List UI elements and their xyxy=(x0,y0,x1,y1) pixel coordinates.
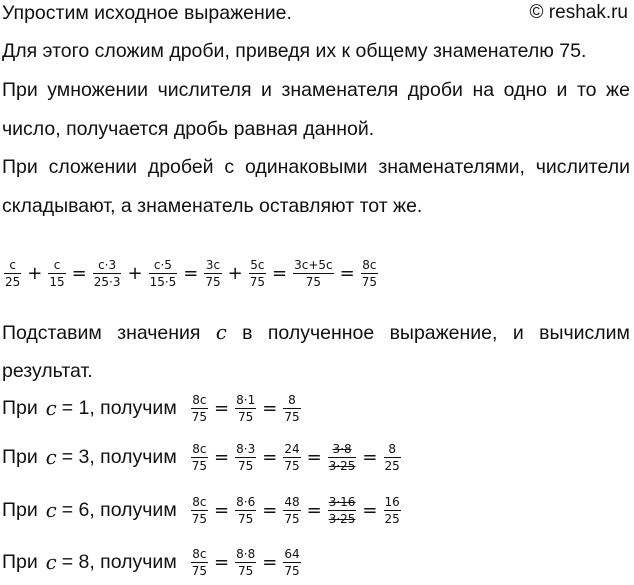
fraction-denominator: 3·25 xyxy=(328,459,356,473)
fraction-denominator: 15·5 xyxy=(149,275,177,289)
fraction-numerator: 16 xyxy=(384,495,400,509)
word: вычислим xyxy=(539,322,630,344)
equals-sign: = xyxy=(214,552,230,573)
fraction-numerator: 8c xyxy=(362,258,377,272)
fraction-bar xyxy=(361,273,378,274)
fraction-denominator: 75 xyxy=(284,512,300,526)
fraction xyxy=(48,258,65,289)
fraction-bar xyxy=(384,457,401,458)
word: же xyxy=(606,79,630,101)
word: полученное xyxy=(267,322,375,344)
paragraph-2-line-2: число, получается дробь равная данной. xyxy=(2,118,375,140)
fraction xyxy=(283,547,300,578)
equals-sign: = xyxy=(339,263,355,284)
case-prefix: При xyxy=(2,499,38,521)
case-row xyxy=(2,547,303,578)
fraction-bar xyxy=(191,457,208,458)
fraction-numerator: 8·8 xyxy=(236,547,256,561)
word: знаменателями, xyxy=(378,156,525,178)
case-row xyxy=(2,495,403,526)
fraction-denominator: 75 xyxy=(191,512,208,526)
fraction-denominator: 3·25 xyxy=(328,512,356,526)
equals-sign: = xyxy=(362,500,378,521)
fraction-denominator: 75 xyxy=(249,275,266,289)
case-prefix: При xyxy=(2,397,38,419)
fraction xyxy=(4,258,21,289)
case-row xyxy=(2,393,303,424)
fraction-denominator: 25 xyxy=(5,275,21,289)
word: то xyxy=(576,79,597,101)
word: одинаковыми xyxy=(244,156,368,178)
word: на xyxy=(472,79,495,101)
fraction-denominator: 75 xyxy=(284,410,300,424)
fraction-bar xyxy=(191,562,208,563)
fraction xyxy=(283,393,300,424)
case-value: = 3, получим xyxy=(61,446,177,468)
paragraph-3-line-1 xyxy=(2,156,630,178)
case-value: = 6, получим xyxy=(61,499,177,521)
paragraph-4-line-2: результат. xyxy=(2,360,93,382)
fraction xyxy=(283,442,300,473)
fraction-numerator: c·5 xyxy=(153,258,172,272)
plus-sign: + xyxy=(227,263,243,284)
word: При xyxy=(2,156,38,178)
fraction-denominator: 15 xyxy=(49,275,65,289)
fraction-bar xyxy=(235,457,256,458)
equals-sign: = xyxy=(306,500,322,521)
word: знаменателя xyxy=(281,79,399,101)
word: числителя xyxy=(157,79,252,101)
fraction-numerator: 8·1 xyxy=(236,393,256,407)
fraction xyxy=(249,258,266,289)
case-prefix: При xyxy=(2,446,38,468)
fraction-bar xyxy=(191,510,208,511)
case-value: = 1, получим xyxy=(61,397,177,419)
fraction xyxy=(384,495,401,526)
fraction-bar xyxy=(283,562,300,563)
fraction-bar xyxy=(149,273,178,274)
fraction-bar xyxy=(48,273,65,274)
paragraph-4-line-1 xyxy=(2,322,630,344)
fraction-bar xyxy=(93,273,122,274)
fraction-numerator: c·3 xyxy=(98,258,117,272)
fraction-numerator: 8c xyxy=(192,442,207,456)
case-variable: c xyxy=(45,397,57,420)
fraction-numerator: c xyxy=(53,258,61,272)
fraction xyxy=(235,393,256,424)
case-row xyxy=(2,442,403,473)
fraction-bar xyxy=(4,273,21,274)
fraction-denominator: 75 xyxy=(191,564,208,578)
case-variable: c xyxy=(45,551,57,574)
page-title: Упростим исходное выражение. xyxy=(2,2,292,24)
fraction-bar xyxy=(384,510,401,511)
equals-sign: = xyxy=(262,500,278,521)
fraction-numerator: 8c xyxy=(192,495,207,509)
fraction-numerator: 8c xyxy=(192,547,207,561)
watermark: © reshak.ru xyxy=(529,2,628,23)
fraction xyxy=(191,442,208,473)
paragraph-3-line-2: складывают, а знаменатель оставляют тот же. xyxy=(2,195,423,217)
main-equation xyxy=(2,258,380,289)
fraction-numerator: 48 xyxy=(284,495,300,509)
equals-sign: = xyxy=(214,500,230,521)
word: одно xyxy=(503,79,548,101)
fraction xyxy=(235,547,256,578)
fraction xyxy=(204,258,221,289)
word: и xyxy=(512,322,524,344)
fraction xyxy=(328,442,357,473)
fraction xyxy=(93,258,122,289)
fraction-numerator: 3·16 xyxy=(328,495,356,509)
equals-sign: = xyxy=(214,398,230,419)
fraction-denominator: 75 xyxy=(284,459,300,473)
word: При xyxy=(2,79,38,101)
word: умножении xyxy=(47,79,149,101)
word: дробей xyxy=(147,156,214,178)
fraction-numerator: 3c+5c xyxy=(294,258,333,272)
fraction xyxy=(361,258,378,289)
equals-sign: = xyxy=(71,263,87,284)
fraction-denominator: 75 xyxy=(305,275,322,289)
case-variable: c xyxy=(45,499,57,522)
case-prefix: При xyxy=(2,551,38,573)
fraction xyxy=(191,495,208,526)
fraction-denominator: 75 xyxy=(238,410,254,424)
fraction-bar xyxy=(235,510,256,511)
fraction-bar xyxy=(283,457,300,458)
fraction-numerator: 3c xyxy=(205,258,221,272)
equals-sign: = xyxy=(214,447,230,468)
plus-sign: + xyxy=(127,263,143,284)
word: c xyxy=(215,321,227,344)
word: дроби xyxy=(407,79,463,101)
word: и xyxy=(261,79,272,101)
fraction-numerator: c xyxy=(9,258,16,272)
fraction xyxy=(235,495,256,526)
fraction xyxy=(293,258,334,289)
word: в xyxy=(242,322,253,344)
fraction-denominator: 25 xyxy=(384,459,400,473)
fraction-denominator: 75 xyxy=(191,459,208,473)
fraction-bar xyxy=(283,408,300,409)
fraction xyxy=(283,495,300,526)
case-variable: c xyxy=(45,446,57,469)
fraction-bar xyxy=(249,273,266,274)
fraction xyxy=(384,442,401,473)
equals-sign: = xyxy=(262,552,278,573)
fraction-numerator: 8·6 xyxy=(236,495,256,509)
fraction xyxy=(191,547,208,578)
word: Подставим xyxy=(2,322,102,344)
fraction-numerator: 24 xyxy=(284,442,300,456)
fraction-denominator: 25·3 xyxy=(93,275,121,289)
fraction-denominator: 75 xyxy=(284,564,300,578)
case-value: = 8, получим xyxy=(61,551,177,573)
paragraph-1: Для этого сложим дроби, приведя их к общему знаменателю 75. xyxy=(2,40,587,62)
fraction-denominator: 75 xyxy=(238,512,254,526)
equals-sign: = xyxy=(262,447,278,468)
fraction-denominator: 75 xyxy=(238,564,254,578)
fraction-bar xyxy=(293,273,334,274)
word: с xyxy=(224,156,235,178)
paragraph-2-line-1 xyxy=(2,79,630,101)
fraction-bar xyxy=(328,510,357,511)
fraction-bar xyxy=(191,408,208,409)
equals-sign: = xyxy=(362,447,378,468)
fraction-numerator: 8c xyxy=(192,393,207,407)
fraction-bar xyxy=(328,457,357,458)
word: значения xyxy=(117,322,201,344)
fraction-denominator: 75 xyxy=(205,275,221,289)
word: сложении xyxy=(48,156,137,178)
fraction xyxy=(235,442,256,473)
fraction-bar xyxy=(235,408,256,409)
plus-sign: + xyxy=(27,263,43,284)
equals-sign: = xyxy=(183,263,199,284)
fraction-denominator: 75 xyxy=(361,275,378,289)
word: выражение, xyxy=(389,322,498,344)
fraction-numerator: 8·3 xyxy=(236,442,256,456)
fraction xyxy=(191,393,208,424)
fraction-denominator: 75 xyxy=(238,459,254,473)
fraction xyxy=(328,495,357,526)
fraction-numerator: 5c xyxy=(250,258,265,272)
fraction-numerator: 8 xyxy=(288,393,296,407)
equals-sign: = xyxy=(272,263,288,284)
fraction-bar xyxy=(235,562,256,563)
fraction-numerator: 8 xyxy=(388,442,396,456)
fraction xyxy=(149,258,178,289)
fraction-numerator: 64 xyxy=(284,547,300,561)
equals-sign: = xyxy=(306,447,322,468)
fraction-bar xyxy=(283,510,300,511)
equals-sign: = xyxy=(262,398,278,419)
word: и xyxy=(556,79,568,101)
fraction-denominator: 25 xyxy=(384,512,400,526)
fraction-numerator: 3·8 xyxy=(332,442,352,456)
fraction-denominator: 75 xyxy=(191,410,208,424)
fraction-bar xyxy=(204,273,221,274)
word: числители xyxy=(535,156,630,178)
